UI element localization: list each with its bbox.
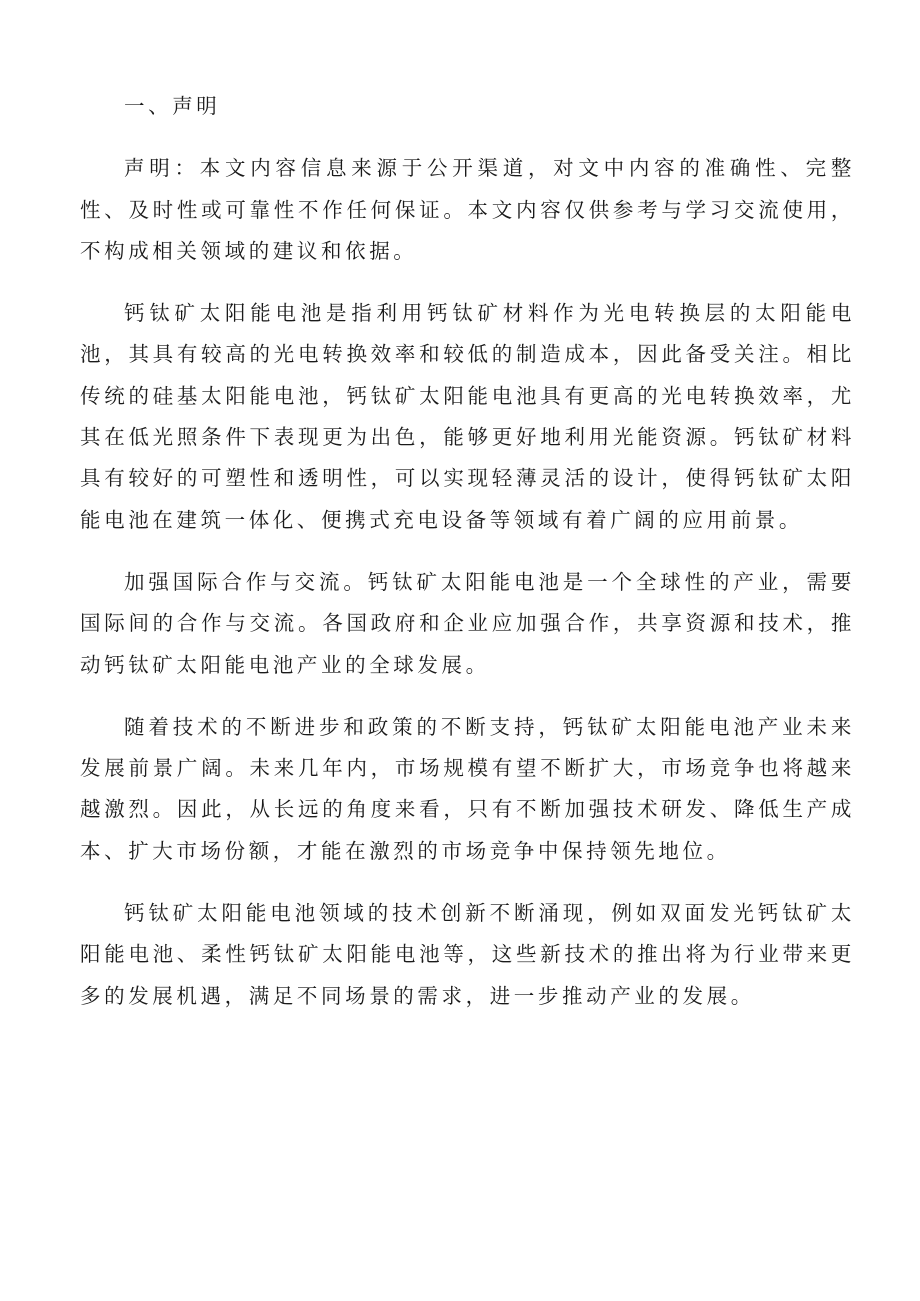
paragraph-perovskite-intro: 钙钛矿太阳能电池是指利用钙钛矿材料作为光电转换层的太阳能电池，其具有较高的光电转换效率和较低的制造成本，因此备受关注。相比传统的硅基太阳能电池，钙钛矿太阳能电池具有更高的光电转换效率，尤其在低光照条件下表现更为出色，能够更好地利用光能资源。钙钛矿材料具有较好的可塑性和透明性，可以实现轻薄灵活的设计，使得钙钛矿太阳能电池在建筑一体化、便携式充电设备等领域有着广阔的应用前景。 xyxy=(80,301,855,532)
document-page xyxy=(80,86,855,1038)
paragraph-technical-innovation: 钙钛矿太阳能电池领域的技术创新不断涌现，例如双面发光钙钛矿太阳能电池、柔性钙钛矿太阳能电池等，这些新技术的推出将为行业带来更多的发展机遇，满足不同场景的需求，进一步推动产业的发展。 xyxy=(80,901,855,1008)
section-heading: 一、声明 xyxy=(124,94,221,118)
paragraph-international-cooperation: 加强国际合作与交流。钙钛矿太阳能电池是一个全球性的产业，需要国际间的合作与交流。各国政府和企业应加强合作，共享资源和技术，推动钙钛矿太阳能电池产业的全球发展。 xyxy=(80,569,855,677)
paragraph-market-outlook: 随着技术的不断进步和政策的不断支持，钙钛矿太阳能电池产业未来发展前景广阔。未来几年内，市场规模有望不断扩大，市场竞争也将越来越激烈。因此，从长远的角度来看，只有不断加强技术研发、降低生产成本、扩大市场份额，才能在激烈的市场竞争中保持领先地位。 xyxy=(80,714,855,863)
paragraph-disclaimer: 声明：本文内容信息来源于公开渠道，对文中内容的准确性、完整性、及时性或可靠性不作任何保证。本文内容仅供参考与学习交流使用，不构成相关领域的建议和依据。 xyxy=(80,156,855,263)
